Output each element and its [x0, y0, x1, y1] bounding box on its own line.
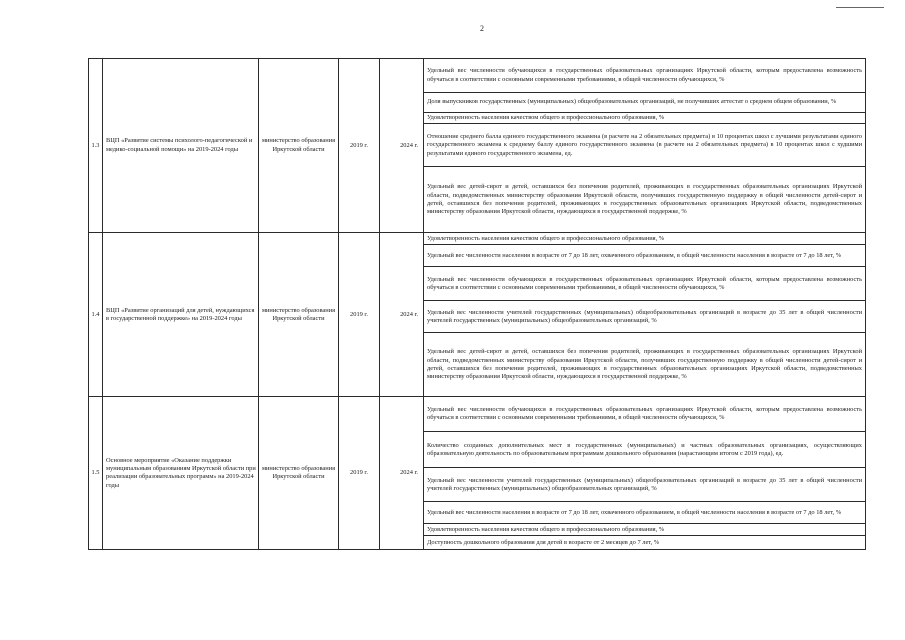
indicator-cell: Удельный вес численности обучающихся в государственных образовательных организациях Иркутской области, которым предоставлена возможность обучаться в соответствии с основными современными требованиями, в общей численности обучающихся, %: [424, 397, 866, 432]
program-table: [88, 58, 866, 550]
indicator-cell: Удельный вес численности населения в возрасте от 7 до 18 лет, охваченного образованием, в общей численности населения в возрасте от 7 до 18 лет, %: [424, 245, 866, 267]
indicator-cell: Доля выпускников государственных (муниципальных) общеобразовательных организаций, не получивших аттестат о среднем общем образовании, %: [424, 93, 866, 113]
end-year: 2024 г.: [380, 59, 424, 233]
indicator-cell: Удельный вес детей-сирот и детей, оставшихся без попечения родителей, проживающих в государственных образовательных организациях Иркутской области, подведомственных министерству образования Иркутской области, получивших государственную поддержку в общей численности детей-сирот и детей, оставшихся без попечения родителей, проживающих в государственных образовательных организациях Иркутской области, подведомственных министерству образования Иркутской области, нуждающихся в государственной поддержке, %: [424, 333, 866, 397]
executor: министерство образования Иркутской области: [259, 59, 339, 233]
table-row: [89, 233, 866, 245]
indicator-cell: Удовлетворенность населения качеством общего и профессионального образования, %: [424, 113, 866, 124]
indicator-cell: Удельный вес детей-сирот и детей, оставшихся без попечения родителей, проживающих в государственных образовательных организациях Иркутской области, подведомственных министерству образования Иркутской области, получивших государственную поддержку в общей численности детей-сирот и детей, оставшихся без попечения родителей, проживающих в государственных образовательных организациях Иркутской области, подведомственных министерству образования Иркутской области, нуждающихся в государственной поддержке, %: [424, 167, 866, 233]
start-year: 2019 г.: [339, 397, 380, 550]
indicator-cell: Количество созданных дополнительных мест в государственных (муниципальных) и частных образовательных организациях, осуществляющих образовательную деятельность по образовательным программам дошкольного образования (нарастающим итогом с 2019 года), ед.: [424, 432, 866, 468]
indicator-cell: Удельный вес численности обучающихся в государственных образовательных организациях Иркутской области, которым предоставлена возможность обучаться в соответствии с основными современными требованиями, в общей численности обучающихся, %: [424, 267, 866, 301]
table-row: [89, 397, 866, 432]
end-year: 2024 г.: [380, 233, 424, 397]
program-name: ВЦП «Развитие системы психолого-педагогической и медико-социальной помощи» на 2019-2024 годы: [103, 59, 259, 233]
program-name: Основное мероприятие «Оказание поддержки муниципальным образованиям Иркутской области при реализации образовательных программ» на 2019-2024 годы: [103, 397, 259, 550]
indicator-cell: Отношение среднего балла единого государственного экзамена (в расчете на 2 обязательных предмета) в 10 процентах школ с лучшими результатами единого государственного экзамена к среднему баллу единого государственного экзамена (в расчете на 2 обязательных предмета) в 10 процентах школ с худшими результатами единого государственного экзамена, ед.: [424, 124, 866, 167]
row-number: 1.5: [89, 397, 103, 550]
corner-rule: [836, 7, 884, 8]
program-name: ВЦП «Развитие организаций для детей, нуждающихся в государственной поддержке» на 2019-2024 годы: [103, 233, 259, 397]
start-year: 2019 г.: [339, 233, 380, 397]
indicator-cell: Удовлетворенность населения качеством общего и профессионального образования, %: [424, 524, 866, 536]
table-row: [89, 59, 866, 93]
page-number: 2: [480, 24, 484, 33]
indicator-cell: Удовлетворенность населения качеством общего и профессионального образования, %: [424, 233, 866, 245]
row-number: 1.3: [89, 59, 103, 233]
indicator-cell: Удельный вес численности учителей государственных (муниципальных) общеобразовательных организаций в возрасте до 35 лет в общей численности учителей государственных (муниципальных) общеобразовательных организаций, %: [424, 468, 866, 502]
row-number: 1.4: [89, 233, 103, 397]
start-year: 2019 г.: [339, 59, 380, 233]
indicator-cell: Удельный вес численности населения в возрасте от 7 до 18 лет, охваченного образованием, в общей численности населения в возрасте от 7 до 18 лет, %: [424, 502, 866, 524]
indicator-cell: Доступность дошкольного образования для детей в возрасте от 2 месяцев до 7 лет, %: [424, 536, 866, 550]
indicator-cell: Удельный вес численности обучающихся в государственных образовательных организациях Иркутской области, которым предоставлена возможность обучаться в соответствии с основными современными требованиями, в общей численности обучающихся, %: [424, 59, 866, 93]
executor: министерство образования Иркутской области: [259, 233, 339, 397]
end-year: 2024 г.: [380, 397, 424, 550]
executor: министерство образования Иркутской области: [259, 397, 339, 550]
indicator-cell: Удельный вес численности учителей государственных (муниципальных) общеобразовательных организаций в возрасте до 35 лет в общей численности учителей государственных (муниципальных) общеобразовательных организаций, %: [424, 301, 866, 333]
